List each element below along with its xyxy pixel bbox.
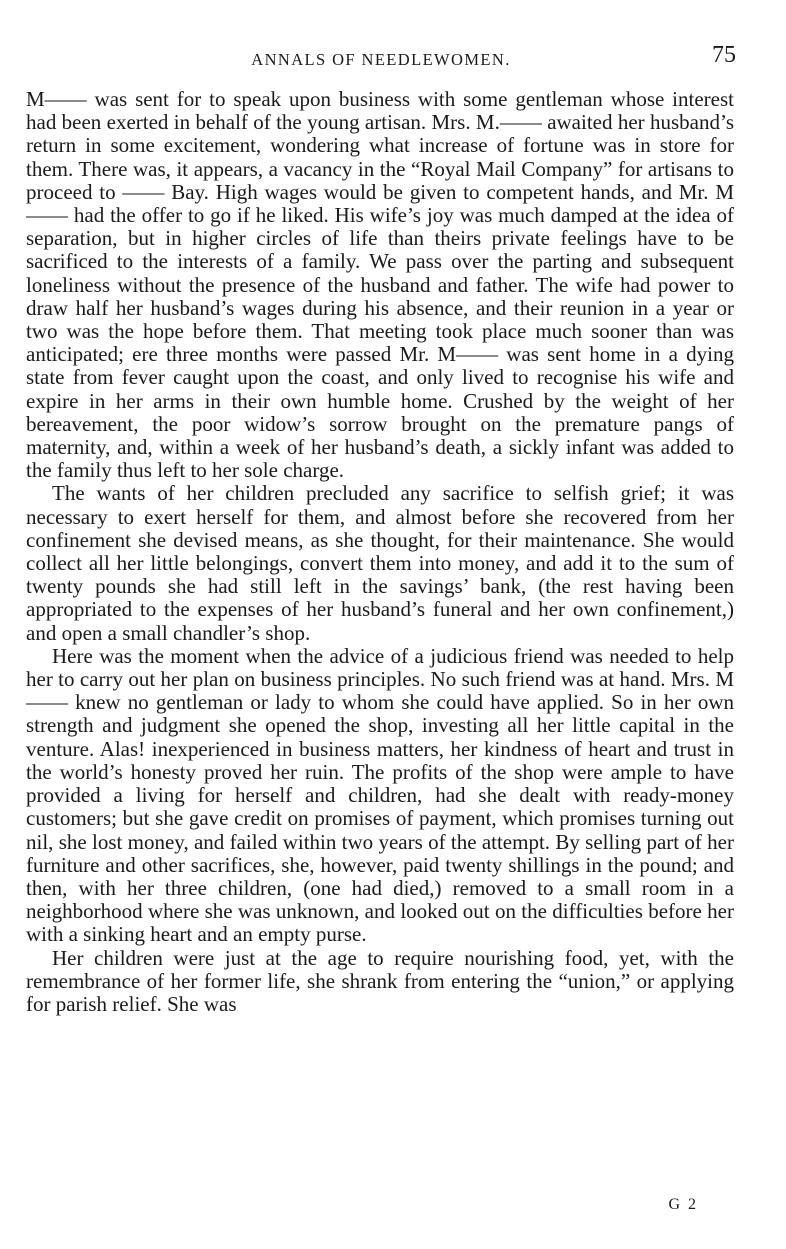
paragraph-2: The wants of her children precluded any sacrifice to selfish grief; it was necessary to exert herself for them, and almost before she recovered from her confinement she devised means, as she thought, for their maintenance. She would collect all her little belongings, convert them into money, and add it to the sum of twenty pounds she had still left in the savings’ bank, (the rest having been appropriated to the expenses of her husband’s funeral and her own confinement,) and open a small chandler’s shop. [26,481,734,645]
body-text [26,88,734,1016]
paragraph-4: Her children were just at the age to require nourishing food, yet, with the remembrance of her former life, she shrank from entering the “union,” or applying for parish relief. She was [26,945,734,1016]
paragraph-1: M—— was sent for to speak upon business with some gentleman whose interest had been exerted in behalf of the young artisan. Mrs. M.—— awaited her husband’s return in some excitement, wondering what increase of fortune was in store for them. There was, it appears, a vacancy in the “Royal Mail Company” for artisans to proceed to —— Bay. High wages would be given to competent hands, and Mr. M—— had the offer to go if he liked. His wife’s joy was much damped at the idea of separation, but in higher circles of life than theirs private feelings have to be sacrificed to the interests of a family. We pass over the parting and subsequent loneliness without the presence of the husband and father. The wife had power to draw half her husband’s wages during his absence, and their reunion in a year or two was the hope before them. That meeting took place much sooner than was anticipated; ere three months were passed Mr. M—— was sent home in a dying state from fever caught upon the coast, and only lived to recognise his wife and expire in her arms in their own humble home. Crushed by the weight of her bereavement, the poor widow’s sorrow brought on the premature pangs of maternity, and, within a week of her husband’s death, a sickly infant was added to the family thus left to her sole charge. [26,87,734,483]
running-head [26,42,736,74]
paragraph-3: Here was the moment when the advice of a judicious friend was needed to help her to carry out her plan on business principles. No such friend was at hand. Mrs. M—— knew no gentleman or lady to whom she could have applied. So in her own strength and judgment she opened the shop, investing all her little capital in the venture. Alas! inexperienced in business matters, her kindness of heart and trust in the world’s honesty proved her ruin. The profits of the shop were ample to have provided a living for herself and children, had she dealt with ready-money customers; but she gave credit on promises of payment, which promises turning out nil, she lost money, and failed within two years of the attempt. By selling part of her furniture and other sacrifices, she, however, paid twenty shillings in the pound; and then, with her three children, (one had died,) removed to a small room in a neighborhood where she was unknown, and looked out on the difficulties before her with a sinking heart and an empty purse. [26,643,734,947]
running-title: ANNALS OF NEEDLEWOMEN. [251,50,511,69]
page-number: 75 [712,42,736,68]
signature-mark: G 2 [668,1196,698,1213]
